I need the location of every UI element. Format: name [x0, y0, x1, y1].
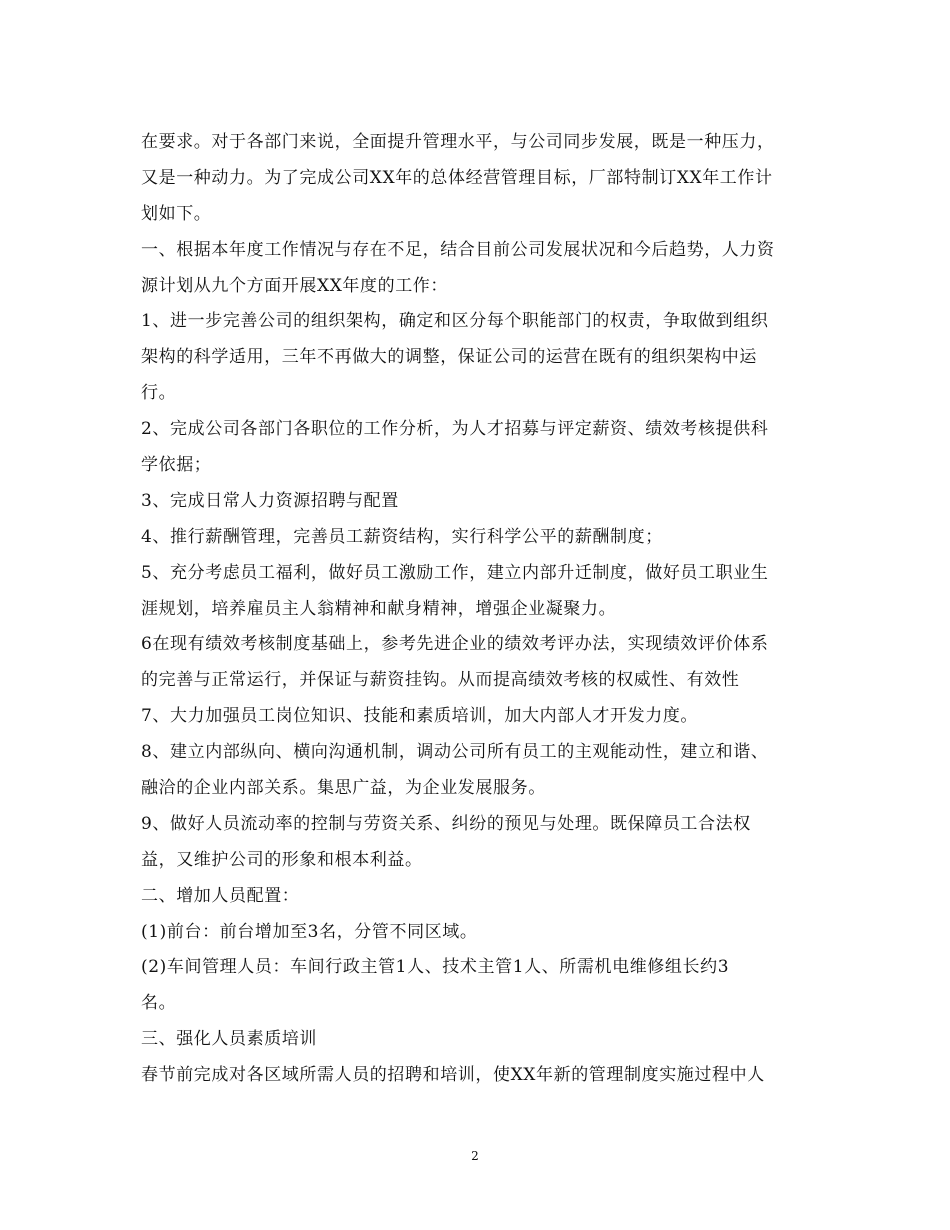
list-item-line: 1、进一步完善公司的组织架构，确定和区分每个职能部门的权责，争取做到组织: [141, 311, 769, 332]
text-line: 的完善与正常运行，并保证与薪资挂钩。从而提高绩效考核的权威性、有效性: [141, 670, 740, 691]
text-line: 在要求。对于各部门来说，全面提升管理水平，与公司同步发展，既是一种压力，: [141, 132, 775, 152]
text-line: 春节前完成对各区域所需人员的招聘和培训，使XX年新的管理制度实施过程中人: [141, 1065, 765, 1086]
section-heading-line: 二、增加人员配置：: [141, 885, 300, 906]
list-item-line: 4、推行薪酬管理，完善员工薪资结构，实行科学公平的薪酬制度；: [141, 526, 663, 547]
list-item-line: 2、完成公司各部门各职位的工作分析，为人才招募与评定薪资、绩效考核提供科: [141, 419, 769, 440]
text-line: 又是一种动力。为了完成公司XX年的总体经营管理目标，厂部特制订XX年工作计: [141, 167, 773, 188]
list-item-line: 9、做好人员流动率的控制与劳资关系、纠纷的预见与处理。既保障员工合法权: [141, 813, 751, 834]
list-item-line: (2)车间管理人员：车间行政主管1人、技术主管1人、所需机电维修组长约3: [141, 957, 730, 978]
text-line: 架构的科学适用，三年不再做大的调整，保证公司的运营在既有的组织架构中运: [141, 347, 757, 368]
list-item-line: 3、完成日常人力资源招聘与配置: [141, 490, 399, 511]
document-body: [141, 127, 813, 1096]
text-line: 名。: [141, 993, 177, 1014]
list-item-line: 6在现有绩效考核制度基础上，参考先进企业的绩效考评办法，实现绩效评价体系: [141, 634, 769, 655]
text-line: 涯规划，培养雇员主人翁精神和献身精神，增强企业凝聚力。: [141, 598, 617, 619]
section-heading-line: 一、根据本年度工作情况与存在不足，结合目前公司发展状况和今后趋势，人力资: [141, 239, 775, 260]
text-line: 学依据；: [141, 455, 212, 476]
text-line: 划如下。: [141, 203, 212, 224]
text-line: 益，又维护公司的形象和根本利益。: [141, 849, 423, 870]
list-item-line: 7、大力加强员工岗位知识、技能和素质培训，加大内部人才开发力度。: [141, 706, 699, 727]
text-line: 融洽的企业内部关系。集思广益，为企业发展服务。: [141, 778, 546, 799]
list-item-line: 5、充分考虑员工福利，做好员工激励工作，建立内部升迁制度，做好员工职业生: [141, 562, 769, 583]
text-line: 行。: [141, 383, 177, 404]
text-line: 源计划从九个方面开展XX年度的工作：: [141, 275, 449, 296]
page-number: 2: [471, 1149, 479, 1163]
list-item-line: 8、建立内部纵向、横向沟通机制，调动公司所有员工的主观能动性，建立和谐、: [141, 742, 769, 763]
list-item-line: (1)前台：前台增加至3名，分管不同区域。: [141, 921, 478, 942]
section-heading-line: 三、强化人员素质培训: [141, 1029, 317, 1050]
